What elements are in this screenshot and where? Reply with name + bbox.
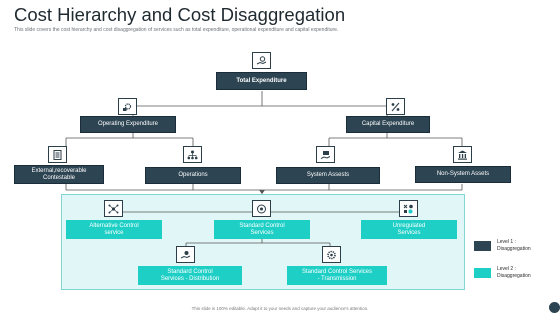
- total-expenditure-node: [216, 72, 307, 90]
- system-assets-node: [276, 167, 380, 184]
- standard-control-services-label: Standard Control Services: [239, 222, 285, 236]
- alternative-control-service-label: Alternative Control service: [89, 222, 139, 236]
- distribution-label: Standard Control Services - Distribution: [160, 268, 220, 282]
- document-list-icon: [48, 146, 67, 163]
- non-system-assets-label: Non-System Assets: [436, 171, 490, 177]
- operating-expenditure-node: [80, 116, 176, 133]
- legend-level-1-label: Level 1 : Disaggregation: [497, 239, 531, 252]
- non-system-assets-node: [415, 166, 511, 183]
- percent-icon: [386, 98, 405, 115]
- building-icon: [453, 146, 472, 163]
- operations-node: [145, 167, 241, 184]
- total-expenditure-label: Total Expenditure: [236, 77, 287, 84]
- legend-level-2-label: Level 2 : Disaggregation: [497, 266, 531, 279]
- operating-expenditure-label: Operating Expenditure: [97, 121, 159, 127]
- capital-expenditure-node: [346, 116, 430, 133]
- external-contestable-label: External,recoverable Contestable: [31, 167, 87, 181]
- operations-label: Operations: [178, 172, 208, 178]
- unregulated-services-node: [361, 220, 457, 239]
- legend-level-1-swatch: [474, 241, 491, 251]
- capital-expenditure-label: Capital Expenditure: [361, 121, 415, 127]
- page-title: Cost Hierarchy and Cost Disaggregation: [14, 4, 346, 25]
- gear-money-icon: [118, 98, 137, 115]
- money-hand-icon: [252, 52, 271, 69]
- external-contestable-node: [14, 165, 104, 184]
- page-subtitle: This slide covers the cost hierarchy and cost disaggregation of services such as total expenditure, operational expenditure and capital expenditure.: [14, 27, 339, 33]
- puzzle-shapes-icon: [399, 200, 418, 217]
- corner-decoration: [549, 302, 560, 313]
- legend-level-2-swatch: [474, 268, 491, 278]
- settings-icon: [322, 246, 341, 263]
- money-hand-icon: [316, 146, 335, 163]
- org-hierarchy-icon: [183, 146, 202, 163]
- alternative-control-service-node: [66, 220, 162, 239]
- distribution-node: [138, 266, 242, 285]
- transmission-label: Standard Control Services - Transmission: [301, 268, 373, 282]
- money-hand-icon: [176, 246, 195, 263]
- target-icon: [252, 200, 271, 217]
- system-assets-label: System Assests: [306, 172, 350, 178]
- standard-control-services-node: [214, 220, 310, 239]
- footer-text: This slide is 100% editable. Adapt it to your needs and capture your audience's attention.: [191, 306, 369, 311]
- network-icon: [104, 200, 123, 217]
- unregulated-services-label: Unregulated Services: [392, 222, 426, 236]
- transmission-node: [287, 266, 387, 285]
